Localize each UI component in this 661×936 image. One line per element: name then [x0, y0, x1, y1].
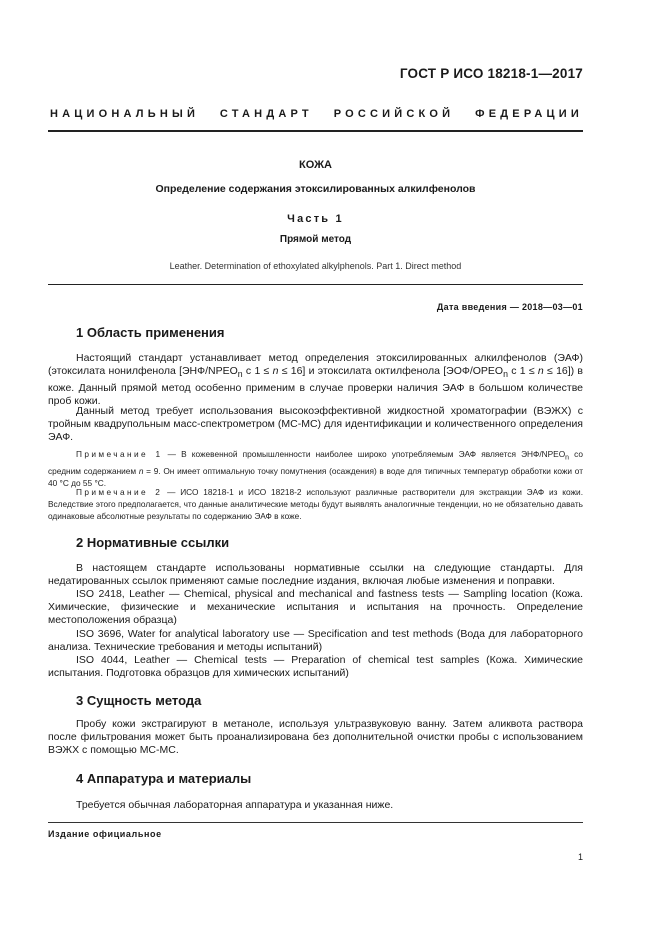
section-4-heading: 4 Аппаратура и материалы — [76, 771, 252, 786]
header-divider — [48, 130, 583, 132]
document-subtitle: Определение содержания этоксилированных алкилфенолов — [155, 183, 476, 195]
normative-reference-iso-2418: ISO 2418, Leather — Chemical, physical and mechanical and fastness tests — Sampling location (Кожа. Химические, физические и механические испытания и испытания на прочность. Определение местоположения образца) — [48, 588, 583, 627]
normative-reference-iso-4044: ISO 4044, Leather — Chemical tests — Preparation of chemical test samples (Кожа. Химические испытания. Подготовка образцов для химических испытаний) — [48, 654, 583, 680]
page-number: 1 — [577, 852, 583, 862]
normative-reference-iso-3696: ISO 3696, Water for analytical laboratory use — Specification and test methods (Вода для лабораторного анализа. Технические требования и методы испытаний) — [48, 628, 583, 654]
section-1-paragraph-2: Данный метод требует использования высокоэффективной жидкостной хроматографии (ВЭЖХ) с тройным квадрупольным масс-спектрометром (МС-МС) для идентификации и количественного определения ЭАФ. — [48, 405, 583, 444]
section-4-paragraph-1: Требуется обычная лабораторная аппаратура и указанная ниже. — [76, 799, 394, 811]
section-2-heading: 2 Нормативные ссылки — [76, 535, 230, 550]
section-1-paragraph-1: Настоящий стандарт устанавливает метод определения этоксилированных алкилфенолов (ЭАФ) (этоксилата нонилфенола [$ЭНФ/NPEO_n$ с 1 ≤ n ≤ 16] и этоксилата октилфенола [$ЭОФ/OPEO_n$ с 1 ≤ n ≤ 16]) в коже. Данный прямой метод особенно применим в случае проверки наличия ЭАФ в большом количестве проб кожи. — [48, 352, 584, 407]
official-edition-label: Издание официальное — [48, 829, 162, 839]
section-1-heading: 1 Область применения — [76, 325, 225, 340]
part-title: Прямой метод — [279, 234, 352, 245]
english-title: Leather. Determination of ethoxylated alkylphenols. Part 1. Direct method — [169, 261, 462, 271]
part-number: Часть 1 — [287, 213, 344, 225]
standard-number: ГОСТ Р ИСО 18218-1—2017 — [399, 66, 583, 81]
section-3-paragraph-1: Пробу кожи экстрагируют в метаноле, используя ультразвуковую ванну. Затем аликвота раствора после фильтрования может быть проанализирована без дополнительной очистки пробы с использованием ВЭЖХ с помощью МС-МС. — [48, 718, 583, 757]
title-divider — [48, 284, 583, 285]
document-title: КОЖА — [298, 159, 332, 171]
note-2: Примечание 2 — ИСО 18218-1 и ИСО 18218-2 используют различные растворители для экстракции ЭАФ из кожи. Вследствие этого предполагается, что данные аналитические методы будут выявлять аналогичные тенденции, но не обязательно давать одинаковые абсолютные результаты по содержанию ЭАФ в коже. — [48, 487, 583, 522]
national-standard-title: НАЦИОНАЛЬНЫЙ СТАНДАРТ РОССИЙСКОЙ ФЕДЕРАЦИИ — [50, 108, 583, 120]
footer-divider — [48, 822, 583, 823]
introduction-date: Дата введения — 2018—03—01 — [436, 302, 583, 312]
note-1: Примечание 1 — В кожевенной промышленности наиболее широко употребляемым ЭАФ является ЭНФ/$NPEO_n$ со средним содержанием n = 9. Он имеет оптимальную точку помутнения (осаждения) в воде для типичных температур обработки кожи от 40 °С до 55 °С. — [48, 449, 583, 489]
section-3-heading: 3 Сущность метода — [76, 693, 202, 708]
section-2-paragraph-1: В настоящем стандарте использованы нормативные ссылки на следующие стандарты. Для недатированных ссылок применяют самые последние издания, включая любые изменения и поправки. — [48, 562, 583, 588]
